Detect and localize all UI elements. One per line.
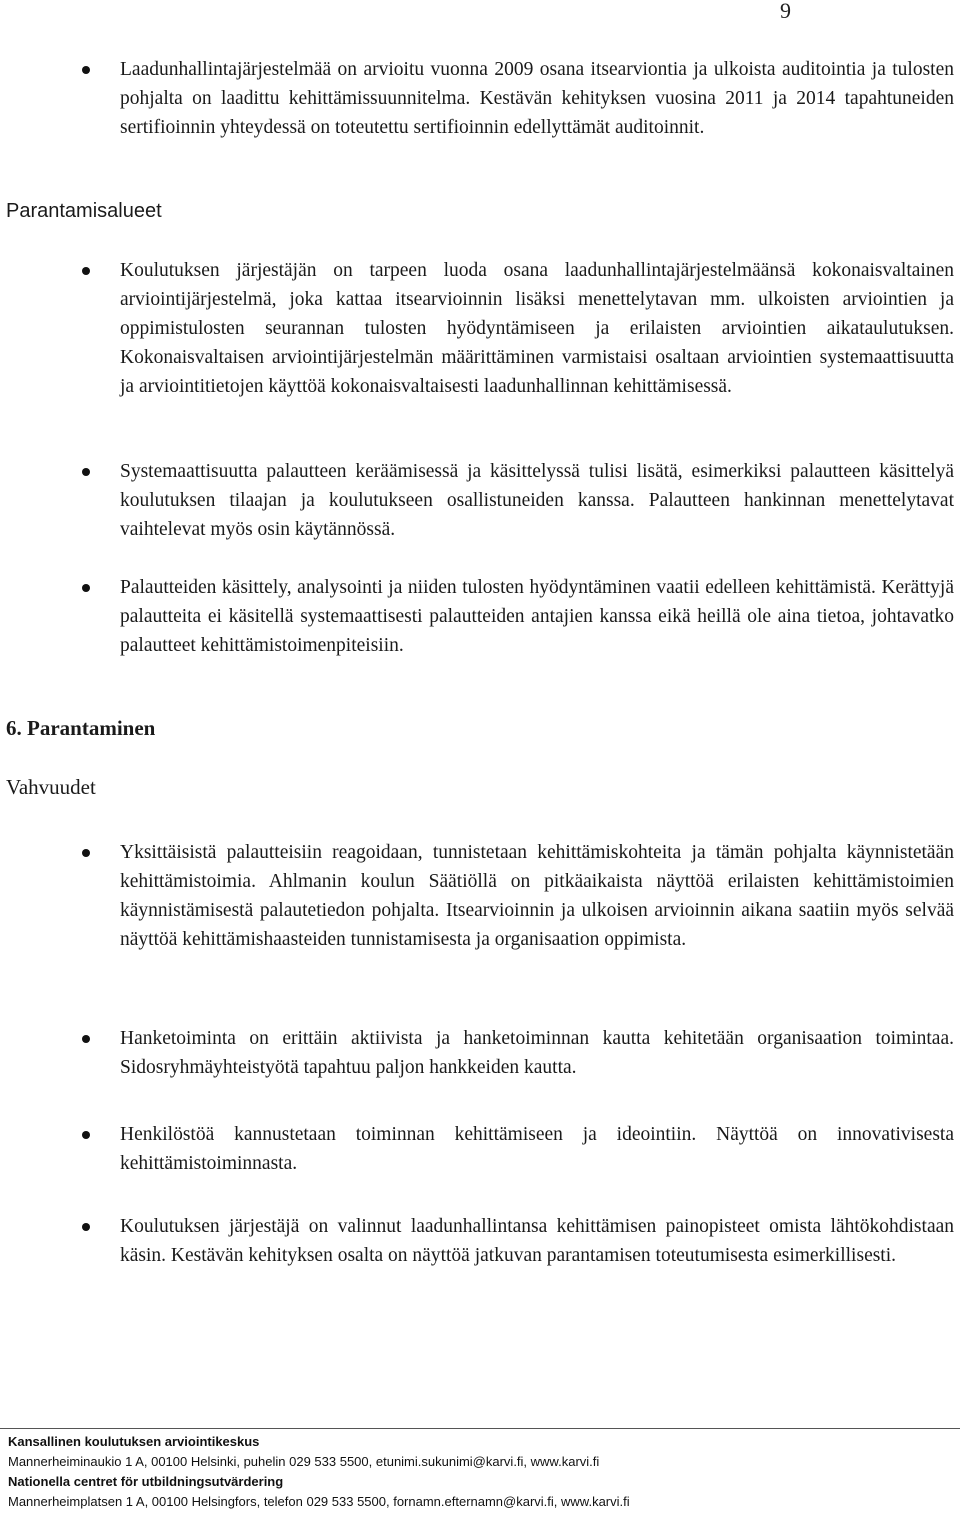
list-item — [0, 256, 960, 401]
footer-address-sv: Mannerheimplatsen 1 A, 00100 Helsingfors, telefon 029 533 5500, fornamn.efternamn@karvi.fi, www.karvi.fi — [8, 1494, 630, 1509]
list-item — [0, 1212, 960, 1270]
improvement-list-2 — [0, 457, 960, 544]
list-item — [0, 55, 960, 142]
list-item-text: Koulutuksen järjestäjä on valinnut laadunhallintansa kehittämisen painopisteet omista lähtökohdistaan käsin. Kestävän kehityksen osalta on näyttöä jatkuvan parantamisen toteutumisesta esimerkillisesti. — [120, 1216, 954, 1266]
footer-divider — [0, 1428, 960, 1429]
list-item-text: Yksittäisistä palautteisiin reagoidaan, tunnistetaan kehittämiskohteita ja tämän pohjalta käynnistetään kehittämistoimia. Ahlmanin koulun Säätiöllä on pitkäaikaista näyttöä erilaisten kehittämistoimien käynnistämisestä palautetiedon pohjalta. Itsearvioinnin ja ulkoisen arvioinnin aikana saatiin myös selvää näyttöä kehittämishaasteiden tunnistamisesta ja organisaation oppimista. — [120, 842, 954, 950]
strengths-list — [0, 838, 960, 954]
list-item — [0, 1024, 960, 1082]
improvement-heading: Parantamisalueet — [6, 200, 162, 222]
strengths-section-4 — [0, 1212, 960, 1270]
list-item-text: Laadunhallintajärjestelmää on arvioitu vuonna 2009 osana itsearviontia ja ulkoista auditointia ja tulosten pohjalta on laadittu kehittämissuunnitelma. Kestävän kehityksen vuosina 2011 ja 2014 tapahtuneiden sertifioinnin yhteydessä on toteutettu sertifioinnin edellyttämät auditoinnit. — [120, 59, 954, 138]
improvement-list — [0, 256, 960, 401]
list-item-text: Hanketoiminta on erittäin aktiivista ja hanketoiminnan kautta kehitetään organisaation toimintaa. Sidosryhmäyhteistyötä tapahtuu paljon hankkeiden kautta. — [120, 1028, 954, 1078]
bullet-icon — [82, 1035, 90, 1043]
intro-list — [0, 55, 960, 142]
list-item-text: Koulutuksen järjestäjän on tarpeen luoda osana laadunhallintajärjestelmäänsä kokonaisvaltainen arviointijärjestelmä, joka kattaa itsearvioinnin lisäksi menettelytavan mm. ulkoisten arviointien ja oppimistulosten seurannan tulosten hyödyntämiseen ja erilaisten arviointien aikataulutuksen. Kokonaisvaltaisen arviointijärjestelmän määrittäminen varmistaisi osaltaan arviointien systemaattisuutta ja arviointitietojen käyttöä kokonaisvaltaisesti laadunhallinnan kehittämisessä. — [120, 260, 954, 397]
strengths-section-2 — [0, 1024, 960, 1082]
strengths-section — [0, 838, 960, 954]
list-item-text: Henkilöstöä kannustetaan toiminnan kehittämiseen ja ideointiin. Näyttöä on innovativisesta kehittämistoiminnasta. — [120, 1124, 954, 1174]
bullet-icon — [82, 584, 90, 592]
strengths-list-3 — [0, 1120, 960, 1178]
list-item-text: Palautteiden käsittely, analysointi ja niiden tulosten hyödyntäminen vaatii edelleen kehittämistä. Kerättyjä palautteita ei käsitellä systemaattisesti palautteiden antajien kanssa eikä heillä ole aina tietoa, johtavatko palautteet kehittämistoimenpiteisiin. — [120, 577, 954, 656]
improvement-section — [0, 256, 960, 401]
bullet-icon — [82, 849, 90, 857]
strengths-list-2 — [0, 1024, 960, 1082]
strengths-heading: Vahvuudet — [6, 775, 96, 799]
strengths-list-4 — [0, 1212, 960, 1270]
footer-address-fi: Mannerheiminaukio 1 A, 00100 Helsinki, puhelin 029 533 5500, etunimi.sukunimi@karvi.fi, www.karvi.fi — [8, 1454, 600, 1469]
bullet-icon — [82, 267, 90, 275]
improvement-section-3 — [0, 573, 960, 660]
strengths-section-3 — [0, 1120, 960, 1178]
list-item-text: Systemaattisuutta palautteen keräämisessä ja käsittelyssä tulisi lisätä, esimerkiksi palautteen käsittelyä koulutuksen tilaajan ja koulutukseen osallistuneiden kanssa. Palautteen hankinnan menettelytavat vaihtelevat myös osin käytännössä. — [120, 461, 954, 540]
footer — [8, 1432, 630, 1512]
bullet-icon — [82, 66, 90, 74]
list-item — [0, 573, 960, 660]
bullet-icon — [82, 468, 90, 476]
intro-section — [0, 55, 960, 142]
footer-org-sv: Nationella centret för utbildningsutvärdering — [8, 1474, 284, 1489]
list-item — [0, 838, 960, 954]
bullet-icon — [82, 1131, 90, 1139]
improvement-section-2 — [0, 457, 960, 544]
section-heading: 6. Parantaminen — [6, 716, 156, 740]
improvement-list-3 — [0, 573, 960, 660]
list-item — [0, 457, 960, 544]
footer-org-fi: Kansallinen koulutuksen arviointikeskus — [8, 1434, 260, 1449]
bullet-icon — [82, 1223, 90, 1231]
page-number: 9 — [780, 0, 791, 23]
list-item — [0, 1120, 960, 1178]
